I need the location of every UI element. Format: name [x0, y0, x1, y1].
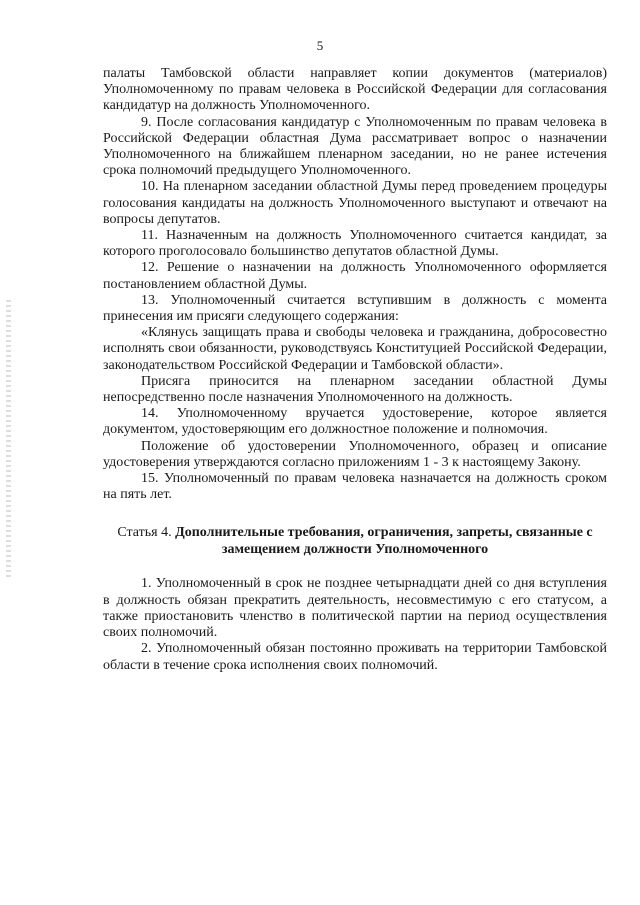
document-body	[103, 66, 607, 674]
paragraph-9: 9. После согласования кандидатур с Уполномоченным по правам человека в Российской Федерации областная Дума рассматривает вопрос о назначении Уполномоченного на ближайшем пленарном заседании, но не ранее истечения срока полномочий предыдущего Уполномоченного.	[103, 114, 607, 179]
oath-text: «Клянусь защищать права и свободы человека и гражданина, добросовестно исполнять свои обязанности, руководствуясь Конституцией Российской Федерации, законодательством Российской Федерации и Тамбовской области».	[103, 325, 607, 373]
page-number: 5	[316, 38, 324, 53]
article-number: Статья 4.	[117, 525, 176, 541]
paragraph-15: 15. Уполномоченный по правам человека назначается на должность сроком на пять лет.	[103, 471, 607, 503]
article-paragraph-2: 2. Уполномоченный обязан постоянно проживать на территории Тамбовской области в течение срока исполнения своих полномочий.	[103, 641, 607, 673]
article-paragraph-1: 1. Уполномоченный в срок не позднее четырнадцати дней со дня вступления в должность обязан прекратить деятельность, несовместимую с его статусом, а также приостановить членство в политической партии на период осуществления своих полномочий.	[103, 576, 607, 641]
paragraph-14: 14. Уполномоченному вручается удостоверение, которое является документом, удостоверяющим его должностное положение и полномочия.	[103, 406, 607, 438]
side-stamp-mark	[6, 300, 11, 580]
paragraph-11: 11. Назначенным на должность Уполномоченного считается кандидат, за которого проголосовало большинство депутатов областной Думы.	[103, 228, 607, 260]
paragraph-certificate-regulation: Положение об удостоверении Уполномоченного, образец и описание удостоверения утверждаются согласно приложениям 1 - 3 к настоящему Закону.	[103, 438, 607, 470]
paragraph-continuation: палаты Тамбовской области направляет копии документов (материалов) Уполномоченному по правам человека в Российской Федерации для согласования кандидатур на должность Уполномоченного.	[103, 66, 607, 114]
paragraph-oath-procedure: Присяга приносится на пленарном заседании областной Думы непосредственно после назначения Уполномоченного на должность.	[103, 373, 607, 406]
article-title: Дополнительные требования, ограничения, запреты, связанные с замещением должности Уполномоченного	[175, 525, 593, 557]
paragraph-13: 13. Уполномоченный считается вступившим в должность с момента принесения им присяги следующего содержания:	[103, 292, 607, 325]
paragraph-10: 10. На пленарном заседании областной Думы перед проведением процедуры голосования кандидаты на должность Уполномоченного выступают и отвечают на вопросы депутатов.	[103, 179, 607, 227]
article-heading	[103, 525, 607, 558]
paragraph-12: 12. Решение о назначении на должность Уполномоченного оформляется постановлением областной Думы.	[103, 260, 607, 292]
